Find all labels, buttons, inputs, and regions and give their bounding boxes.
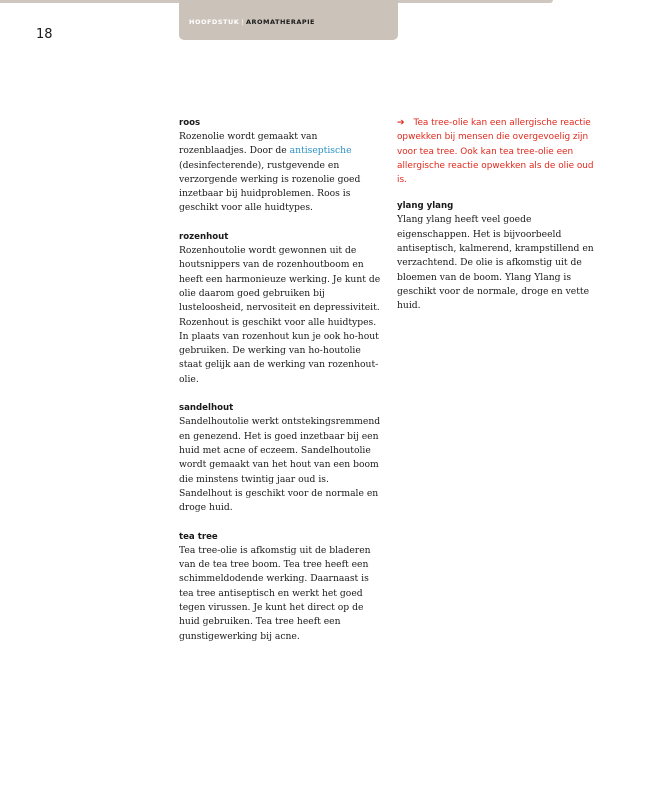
section-tea-tree (179, 530, 381, 644)
chapter-title: AROMATHERAPIE (245, 18, 315, 26)
section-ylang-ylang (397, 199, 603, 313)
right-column (397, 116, 603, 328)
body-text: Rozenolie wordt gemaakt van rozenblaadjes. Door de (179, 131, 318, 157)
allergy-callout (397, 116, 603, 187)
section-body (179, 130, 381, 216)
chapter-header-tab (179, 0, 398, 40)
arrow-right-icon: ➔ (397, 118, 405, 128)
section-body: Tea tree-olie is afkomstig uit de bladeren van de tea tree boom. Tea tree heeft een schimmeldodende werking. Daarnaast is tea tree antiseptisch en werkt het goed tegen virussen. Je kunt het direct op de huid gebruiken. Tea tree heeft een gunstigewerking bij acne. (179, 544, 371, 642)
section-body: Rozenhoutolie wordt gewonnen uit de houtsnippers van de rozenhoutboom en heeft een harmonieuze werking. Je kunt de olie daarom goed gebruiken bij lusteloosheid, nervositeit en depressiviteit. Rozenhout is geschikt voor alle huidtypes. In plaats van rozenhout kun je ook ho-hout gebruiken. De werking van ho-houtolie staat gelijk aan de werking van rozenhout-olie. (179, 245, 381, 385)
section-sandelhout (179, 401, 381, 515)
page-number: 18 (36, 27, 53, 42)
section-heading: ylang ylang (397, 201, 454, 212)
chapter-separator: | (241, 18, 244, 26)
left-column (179, 116, 381, 658)
section-body: Ylang ylang heeft veel goede eigenschappen. Het is bijvoorbeeld antiseptisch, kalmerend, krampstillend en verzachtend. De olie is afkomstig uit de bloemen van de boom. Ylang Ylang is geschikt voor de normale, droge en vette huid. (397, 214, 594, 312)
section-heading: roos (179, 118, 201, 128)
highlighted-term: antiseptische (289, 145, 352, 157)
section-body: Sandelhoutolie werkt ontstekingsremmend en genezend. Het is goed inzetbaar bij een huid met acne of eczeem. Sandelhoutolie wordt gemaakt van het hout van een boom die minstens twintig jaar oud is. Sandelhout is geschikt voor de normale en droge huid. (179, 416, 381, 514)
section-roos (179, 116, 381, 216)
section-heading: tea tree (179, 531, 218, 542)
section-heading: rozenhout (179, 232, 229, 243)
chapter-label: HOOFDSTUK (189, 18, 240, 26)
callout-text: Tea tree-olie kan een allergische reactie opwekken bij mensen die overgevoelig zijn voor tea tree. Ook kan tea tree-olie een allergische reactie opwekken als de olie oud is. (397, 118, 594, 186)
section-heading: sandelhout (179, 403, 234, 414)
chapter-header (189, 18, 315, 26)
body-text: (desinfecterende), rustgevende en verzorgende werking is rozenolie goed inzetbaar bij huidproblemen. Roos is geschikt voor alle huidtypes. (179, 159, 361, 214)
section-rozenhout (179, 230, 381, 387)
